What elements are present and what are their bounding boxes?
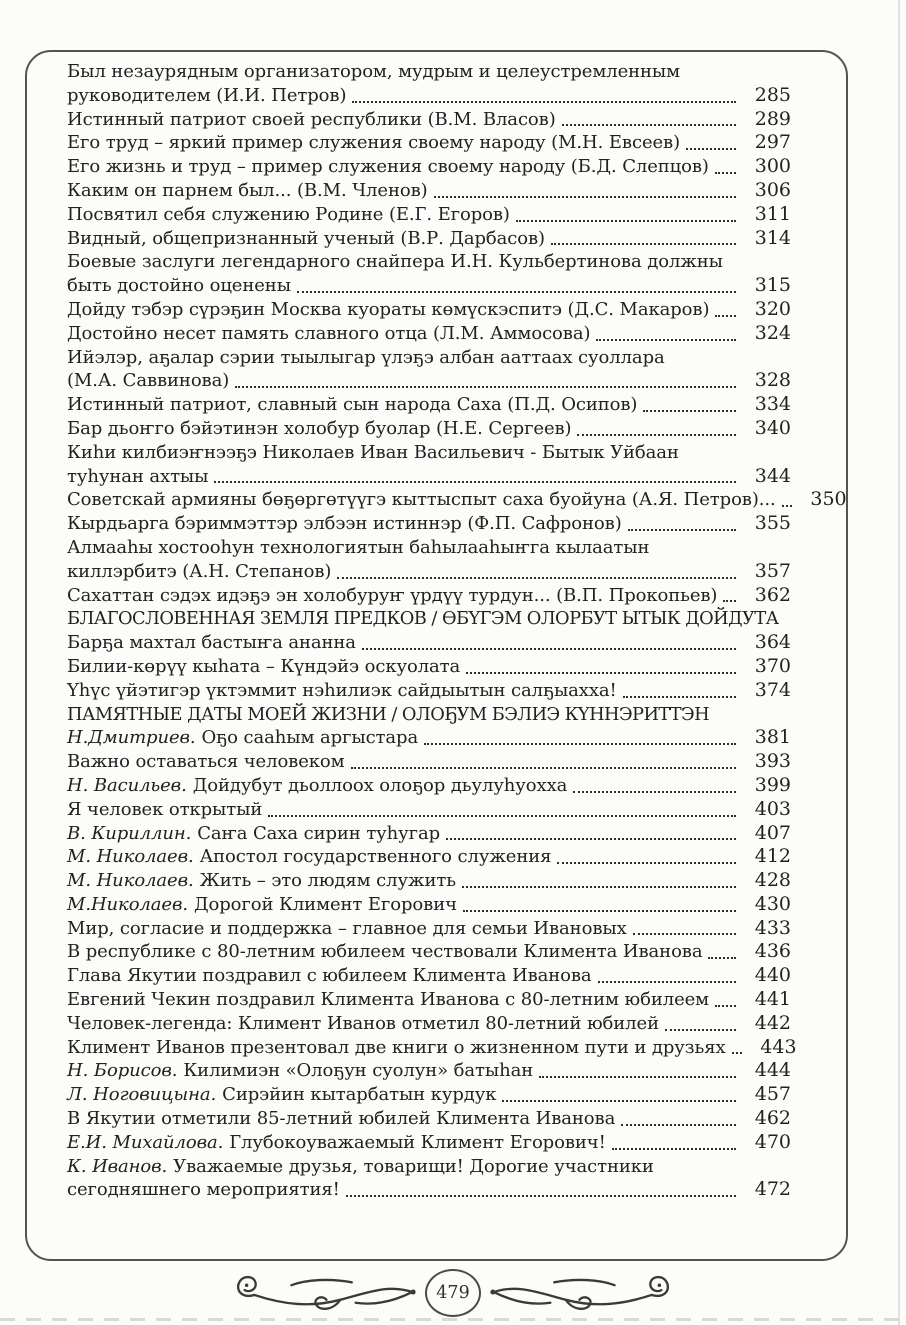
toc-line [67,465,791,489]
dot-leader [352,101,736,103]
dot-leader [598,981,736,983]
page-number: 436 [754,940,791,963]
footer-ornament [0,1264,906,1322]
toc-line [67,893,791,917]
flourish-right-icon [488,1271,673,1315]
toc-line [67,203,791,227]
toc-line [67,179,791,203]
entry-title: Дойду тэбэр сүрэҕин Москва куораты көмүскэспитэ (Д.С. Макаров) [67,298,710,320]
toc-line [67,1131,791,1155]
page-number: 430 [754,892,791,915]
page-number: 285 [754,83,791,106]
page-number: 441 [754,988,791,1011]
page-number: 350 [810,488,847,511]
page-number: 479 [436,1283,470,1303]
dot-leader [715,1005,736,1007]
entry-title: Бар дьоҥго бэйэтинэн холобур буолар (Н.Е. Сергеев) [67,417,572,439]
entry-title: Мир, согласие и поддержка – главное для семьи Ивановых [67,917,627,939]
page-number: 340 [754,416,791,439]
toc-line [67,726,791,750]
page-number: 462 [754,1107,791,1130]
entry-title: Я человек открытый [67,798,263,820]
entry-title: быть достойно оценены [67,275,291,297]
toc-line [67,322,791,346]
entry-title: Дойдубут дьоллоох олоҕор дьулуһуохха [192,774,568,796]
page-number: 457 [754,1083,791,1106]
toc-line [67,917,791,941]
entry-title: Саҥа Саха сирин туһугар [197,822,441,844]
dot-leader [633,933,736,935]
toc-line [67,369,791,393]
entry-title: Климент Иванов презентовал две книги о жизненном пути и друзьях [67,1036,726,1058]
dot-leader [665,1029,736,1031]
page-number: 428 [754,869,791,892]
page-number: 399 [754,773,791,796]
entry-title: руководителем (И.И. Петров) [67,84,347,106]
dot-leader [235,386,736,388]
toc-line [67,964,791,988]
entry-title: Боевые заслуги легендарного снайпера И.Н. Кульбертинова должны [67,251,723,273]
author-name: М. Николаев. [67,846,194,868]
dot-leader [434,196,736,198]
toc-line [67,631,791,655]
entry-title: Его жизнь и труд – пример служения своему народу (Б.Д. Слепцов) [67,156,709,178]
toc-line [67,131,791,155]
entry-title: Достойно несет память славного отца (Л.М. Аммосова) [67,322,591,344]
toc-line [67,560,791,584]
author-name: Н. Васильев. [67,774,187,796]
page-number: 393 [754,750,791,773]
page-number: 362 [754,583,791,606]
page-number: 355 [754,512,791,535]
toc-line [67,822,791,846]
toc-line [67,274,791,298]
entry-title: В республике с 80-летним юбилеем чествовали Климента Иванова [67,941,703,963]
toc-line [67,60,791,84]
dot-leader [577,434,736,436]
toc-line [67,1178,791,1202]
dot-leader [612,1148,736,1150]
entry-title: (М.А. Саввинова) [67,370,230,392]
toc-line [67,512,791,536]
author-name: Н. Борисов. [67,1060,178,1082]
author-name: Н.Дмитриев. [67,727,196,749]
page-number: 412 [754,845,791,868]
entry-title: туһунан ахтыы [67,465,209,487]
page-number: 440 [754,964,791,987]
page-number: 433 [754,916,791,939]
dot-leader [466,672,736,674]
dot-leader [297,291,736,293]
toc-line [67,227,791,251]
dot-leader [214,481,736,483]
entry-title: Алмааһы хостооһун технологиятын баһылааһыҥга кылаатын [67,536,650,558]
dot-leader [268,815,736,817]
toc-line [67,1035,797,1060]
entry-title: Был незаурядным организатором, мудрым и целеустремленным [67,61,681,82]
page-number: 470 [754,1130,791,1153]
page-number: 403 [754,797,791,820]
section-heading-text: БЛАГОСЛОВЕННАЯ ЗЕМЛЯ ПРЕДКОВ / ӨБҮГЭМ ОЛОРБУТ ЫТЫК ДОЙДУТА [67,608,779,630]
dot-leader [562,124,736,126]
dot-leader [516,220,736,222]
dot-leader [621,1124,736,1126]
page-border-frame [25,50,848,1261]
author-name: Л. Ноговицына. [67,1084,217,1106]
page-number: 334 [754,393,791,416]
page-number: 472 [754,1178,791,1201]
page-number-badge [425,1269,481,1317]
entry-title: Сахаттан сэдэх идэҕэ эн холобуруҥ үрдүү турдун... (В.П. Прокопьев) [67,584,718,606]
toc-line [67,869,791,893]
page-number: 315 [754,274,791,297]
page-number: 344 [754,464,791,487]
entry-title: Посвятил себя служению Родине (Е.Г. Егоров) [67,203,510,225]
entry-title: Барҕа махтал бастыҥа ананна [67,632,356,654]
entry-title: Үһүс үйэтигэр үктэммит нэһилиэк сайдыытын салҕыахха! [67,679,617,701]
toc-line [67,679,791,703]
scan-edge-artifact [898,0,900,1325]
author-name: В. Кириллин. [67,822,192,844]
entry-title: Истинный патриот своей республики (В.М. Власов) [67,108,556,130]
author-name: М.Николаев. [67,893,188,915]
entry-title: Киһи килбиэҥнээҕэ Николаев Иван Васильевич - Бытык Уйбаан [67,441,679,463]
dot-leader [732,1052,742,1054]
entry-title: Ийэлэр, аҕалар сэрии тыылыгар үлэҕэ албан ааттаах суоллара [67,346,665,368]
entry-title: Истинный патриот, славный сын народа Саха (П.Д. Осипов) [67,394,638,416]
page-number: 328 [754,369,791,392]
entry-title: Глава Якутии поздравил с юбилеем Климента Иванова [67,965,592,987]
page-number: 442 [754,1011,791,1034]
dot-leader [351,767,736,769]
toc-line [67,393,791,417]
dot-leader [708,957,736,959]
toc-line [67,774,791,798]
page-number: 314 [754,226,791,249]
entry-title: Оҕо сааһым аргыстара [201,727,419,749]
entry-title: Уважаемые друзья, товарищи! Дорогие участники [173,1155,654,1177]
dot-leader [723,600,736,602]
toc [67,60,847,1202]
dot-leader [462,886,736,888]
page-number: 311 [754,202,791,225]
toc-line [67,1059,791,1083]
toc-line [67,84,791,108]
toc-line [67,536,791,560]
dot-leader [337,577,736,579]
dot-leader [502,1100,736,1102]
page-number: 444 [754,1059,791,1082]
toc-line [67,584,791,608]
dot-leader [643,410,736,412]
toc-line [67,798,791,822]
toc-line [67,940,791,964]
dot-leader [346,1195,736,1197]
toc-line [67,298,791,322]
entry-title: Евгений Чекин поздравил Климента Иванова с 80-летним юбилеем [67,989,710,1011]
section-heading [67,607,791,631]
dot-leader [573,791,736,793]
entry-title: Кырдьарга бэриммэттэр элбээн истиннэр (Ф.П. Сафронов) [67,513,622,535]
toc-line [67,346,791,370]
dot-leader [782,505,792,507]
entry-title: Видный, общепризнанный ученый (В.Р. Дарбасов) [67,227,545,249]
dot-leader [424,743,736,745]
entry-title: Жить – это людям служить [199,870,456,892]
entry-title: киллэрбитэ (А.Н. Степанов) [67,560,332,582]
toc-line [67,1083,791,1107]
page-number: 370 [754,654,791,677]
page-number: 407 [754,821,791,844]
toc-line [67,1012,791,1036]
dot-leader [539,1076,736,1078]
toc-line [67,155,791,179]
entry-title: В Якутии отметили 85-летний юбилей Климента Иванова [67,1108,616,1130]
scan-bottom-artifact [0,1318,906,1321]
section-heading-text: ПАМЯТНЫЕ ДАТЫ МОЕЙ ЖИЗНИ / ОЛОҔУМ БЭЛИЭ КҮННЭРИТТЭН [67,703,710,725]
dot-leader [557,862,736,864]
entry-title: Советскай армияны бөҕөргөтүүгэ кыттыспыт саха буойуна (А.Я. Петров)... [67,489,776,511]
author-name: Е.И. Михайлова. [67,1131,224,1153]
page-number: 357 [754,559,791,582]
toc-line [67,108,791,132]
dot-leader [596,339,736,341]
toc-line [67,441,791,465]
page-number: 297 [754,131,791,154]
dot-leader [715,172,736,174]
entry-title: Его труд – яркий пример служения своему народу (М.Н. Евсеев) [67,132,681,154]
author-name: К. Иванов. [67,1155,168,1177]
page-number: 364 [754,631,791,654]
page-number: 324 [754,321,791,344]
page-number: 443 [760,1035,797,1058]
entry-title: Килимиэн «Олоҕун суолун» батыһан [183,1060,534,1082]
page-number: 306 [754,178,791,201]
entry-title: Каким он парнем был... (В.М. Членов) [67,179,428,201]
flourish-left-icon [233,1271,418,1315]
author-name: М. Николаев. [67,870,194,892]
page-number: 320 [754,297,791,320]
toc-line [67,488,847,512]
page-number: 289 [754,107,791,130]
toc-line [67,750,791,774]
toc-line [67,1107,791,1131]
toc-line [67,988,791,1012]
dot-leader [628,529,736,531]
page-number: 300 [754,155,791,178]
entry-title: Билии-көрүү кыһата – Күндэйэ оскуолата [67,655,461,677]
toc-line [67,250,791,274]
dot-leader [446,838,736,840]
entry-title: Сирэйин кытарбатын курдук [222,1084,497,1106]
toc-line [67,1155,791,1179]
dot-leader [551,243,736,245]
entry-title: Важно оставаться человеком [67,751,345,773]
page-number: 374 [754,678,791,701]
toc-line [67,655,791,679]
page-number: 381 [754,726,791,749]
dot-leader [715,315,736,317]
entry-title: Дорогой Климент Егорович [193,893,457,915]
toc-line [67,845,791,869]
dot-leader [686,148,736,150]
dot-leader [623,696,736,698]
entry-title: сегодняшнего мероприятия! [67,1179,340,1201]
section-heading [67,703,791,727]
toc-line [67,417,791,441]
entry-title: Глубокоуважаемый Климент Егорович! [229,1131,606,1153]
dot-leader [362,648,736,650]
entry-title: Человек-легенда: Климент Иванов отметил 80-летний юбилей [67,1012,659,1034]
entry-title: Апостол государственного служения [199,846,552,868]
dot-leader [463,910,736,912]
